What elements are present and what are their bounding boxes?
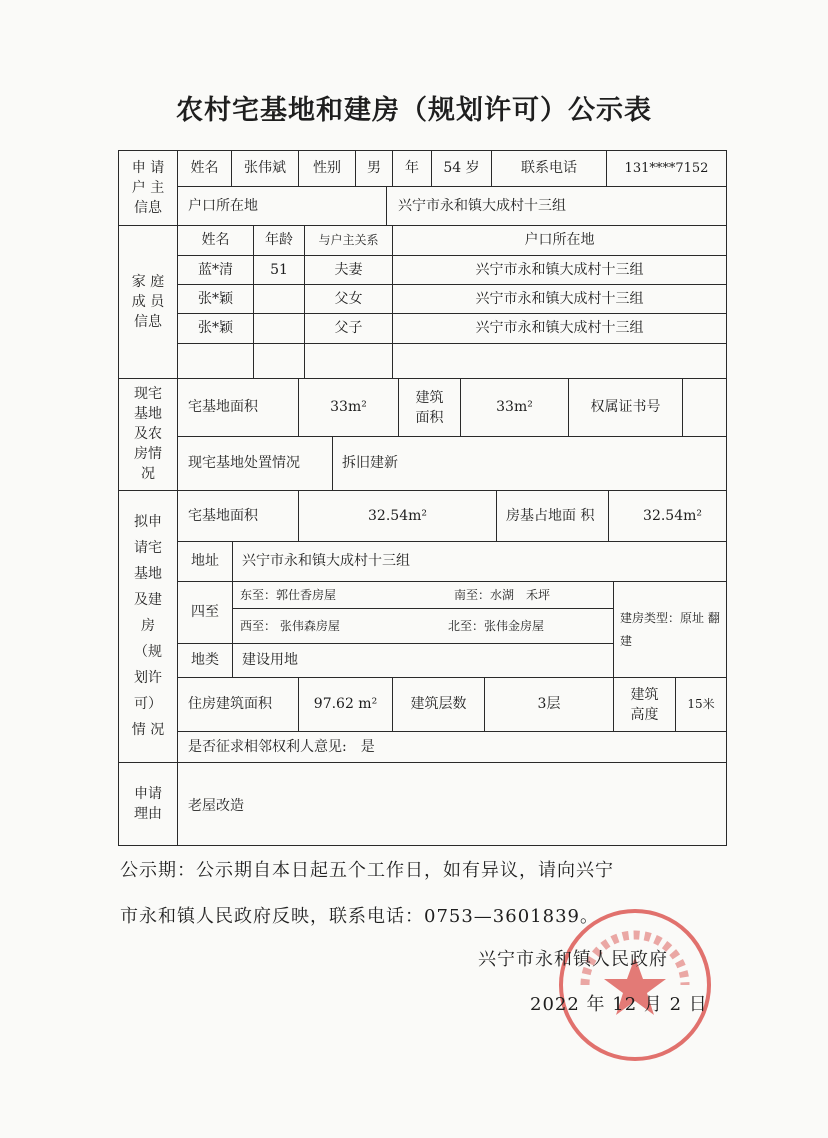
current-land-area-label: 宅基地面积	[188, 399, 258, 416]
proposed-land-area: 32.54m²	[368, 507, 427, 524]
family-row-relation: 夫妻	[334, 261, 363, 278]
boundary-label: 四至	[191, 604, 219, 621]
floor-area-value: 97.62 m²	[313, 696, 378, 713]
family-row-age: 51	[270, 261, 288, 278]
name-label: 姓名	[190, 160, 219, 177]
cert-value	[683, 379, 726, 436]
family-row-age	[254, 314, 304, 343]
house-type: 建房类型：原址 翻建	[620, 610, 720, 648]
boundary-south: 南至：水湖 禾坪	[454, 587, 551, 602]
notice-line-1: 公示期：公示期自本日起五个工作日，如有异议，请向兴宁	[120, 860, 614, 881]
land-type-value: 建设用地	[242, 652, 298, 669]
family-row-name: 张*颖	[198, 290, 233, 307]
neighbor-opinion-label: 是否征求相邻权利人意见:	[188, 738, 347, 755]
issuer-name: 兴宁市永和镇人民政府	[478, 949, 668, 970]
floor-area-label: 住房建筑面积	[188, 696, 272, 713]
current-building-area: 33m²	[496, 399, 533, 416]
family-header-relation: 与户主关系	[318, 233, 379, 248]
family-row-age	[254, 285, 304, 313]
applicant-gender: 男	[367, 160, 381, 177]
footprint-value: 32.54m²	[643, 507, 702, 524]
reason-text: 老屋改造	[188, 797, 244, 814]
proposed-land-area-label: 宅基地面积	[188, 507, 258, 524]
cert-label: 权属证书号	[590, 399, 661, 416]
reason-section-label: 申请 理由	[134, 786, 162, 822]
current-land-area: 33m²	[330, 399, 367, 416]
address-label: 地址	[191, 553, 219, 570]
official-seal-icon	[555, 905, 715, 1065]
boundary-west: 西至： 张伟森房屋	[240, 618, 340, 633]
land-type-label: 地类	[191, 652, 219, 669]
gender-label: 性别	[313, 160, 341, 177]
height-label: 建筑 高度	[630, 686, 659, 723]
family-row-name: 蓝*清	[198, 261, 233, 278]
disposal-label: 现宅基地处置情况	[188, 455, 300, 472]
current-building-area-label: 建筑 面积	[415, 389, 444, 426]
address-value: 兴宁市永和镇大成村十三组	[242, 553, 410, 570]
floors-value: 3层	[537, 696, 561, 713]
floors-label: 建筑层数	[410, 696, 467, 713]
notice-line-2: 市永和镇人民政府反映，联系电话：0753—3601839。	[120, 906, 599, 927]
applicant-name: 张伟斌	[244, 160, 286, 177]
neighbor-opinion-value: 是	[360, 738, 375, 755]
family-row-relation: 父女	[334, 290, 363, 307]
disposal-value: 拆旧建新	[342, 455, 398, 472]
family-section-label: 家 庭 成 员 信息	[131, 274, 165, 330]
family-row-hukou: 兴宁市永和镇大成村十三组	[475, 320, 644, 337]
family-row-relation: 父子	[334, 320, 363, 337]
boundary-east: 东至：郭仕香房屋	[240, 587, 337, 602]
page-title: 农村宅基地和建房（规划许可）公示表	[176, 95, 652, 126]
applicant-section-label: 申 请 户 主 信息	[131, 160, 165, 216]
age-label: 年	[405, 160, 419, 177]
family-header-name: 姓名	[201, 232, 230, 249]
family-row-hukou: 兴宁市永和镇大成村十三组	[475, 290, 644, 307]
proposed-section-label: 拟申 请宅 基地 及建 房（规 划许 可）情 况	[131, 514, 165, 738]
footprint-label: 房基占地面 积	[506, 507, 595, 524]
applicant-hukou: 兴宁市永和镇大成村十三组	[398, 197, 566, 214]
boundary-north: 北至：张伟金房屋	[448, 618, 545, 633]
issue-date: 2022 年 12 月 2 日	[530, 994, 708, 1015]
family-header-age: 年龄	[265, 232, 293, 249]
hukou-label: 户口所在地	[188, 197, 258, 214]
applicant-age: 54 岁	[443, 160, 480, 177]
applicant-phone: 131****7152	[624, 160, 709, 176]
height-value: 15米	[687, 697, 715, 712]
family-header-hukou: 户口所在地	[524, 232, 595, 249]
family-row-name: 张*颖	[198, 320, 233, 337]
phone-label: 联系电话	[521, 160, 577, 177]
current-section-label: 现宅 基地 及农 房情 况	[134, 386, 162, 482]
family-row-hukou: 兴宁市永和镇大成村十三组	[475, 261, 644, 278]
